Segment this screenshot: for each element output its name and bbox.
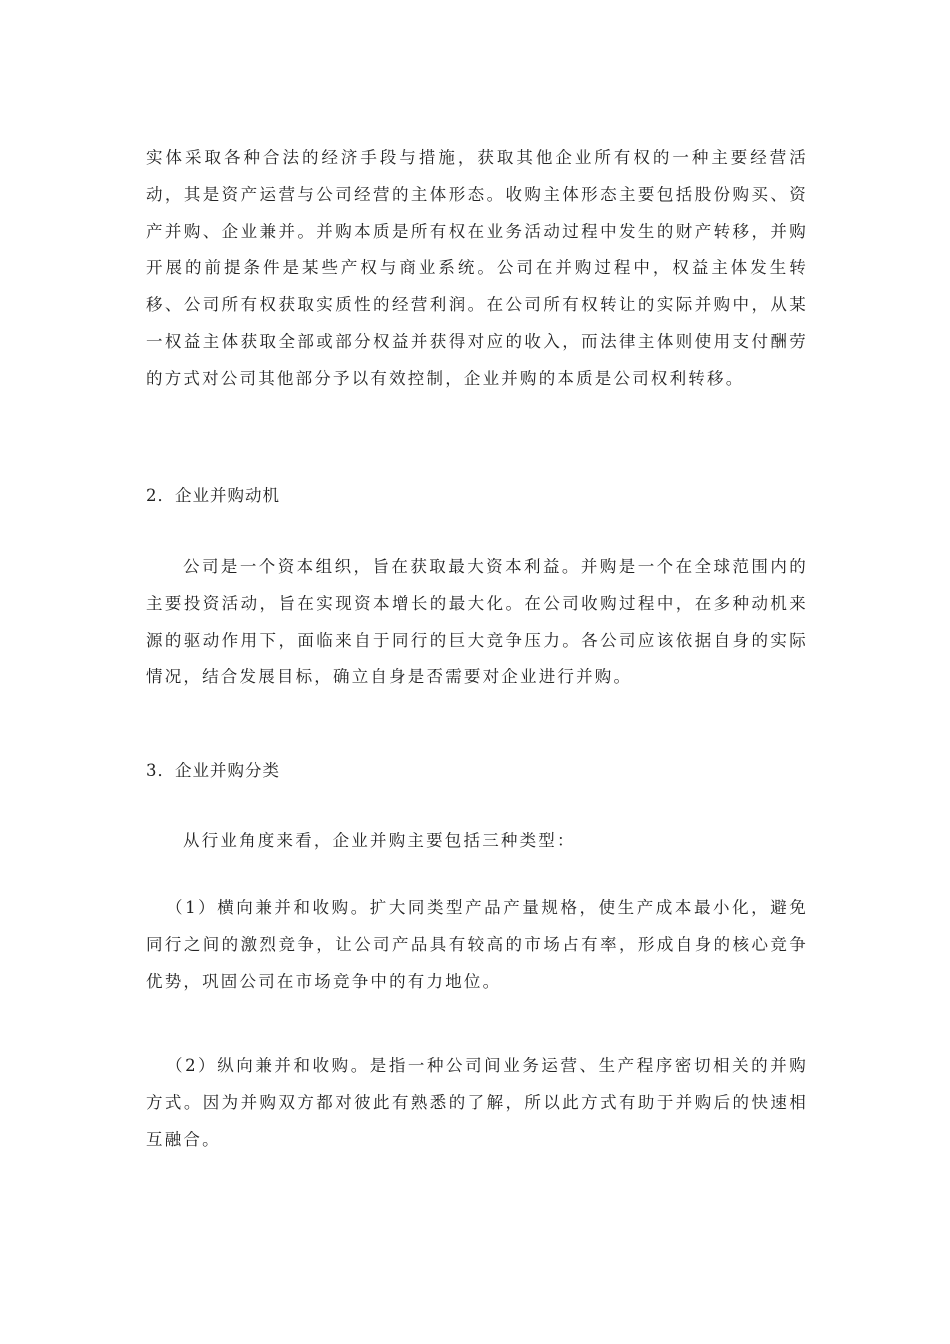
paragraph-vertical-merger: （2）纵向兼并和收购。是指一种公司间业务运营、生产程序密切相关的并购方式。因为并购双方都对彼此有熟悉的了解，所以此方式有助于并购后的快速相互融合。: [146, 1056, 808, 1149]
paragraph-merger-motives: 公司是一个资本组织，旨在获取最大资本利益。并购是一个在全球范围内的主要投资活动，旨在实现资本增长的最大化。在公司收购过程中，在多种动机来源的驱动作用下，面临来自于同行的巨大竞争压力。各公司应该依据自身的实际情况，结合发展目标，确立自身是否需要对企业进行并购。: [146, 557, 808, 687]
paragraph-classification-intro: 从行业角度来看，企业并购主要包括三种类型：: [183, 831, 576, 850]
heading-merger-motives: 2．企业并购动机: [146, 486, 280, 505]
paragraph-horizontal-merger: （1）横向兼并和收购。扩大同类型产品产量规格，使生产成本最小化，避免同行之间的激烈竞争，让公司产品具有较高的市场占有率，形成自身的核心竞争优势，巩固公司在市场竞争中的有力地位。: [146, 898, 808, 991]
heading-merger-classification: 3．企业并购分类: [146, 761, 280, 780]
paragraph-merger-definition: 实体采取各种合法的经济手段与措施，获取其他企业所有权的一种主要经营活动，其是资产运营与公司经营的主体形态。收购主体形态主要包括股份购买、资产并购、企业兼并。并购本质是所有权在业务活动过程中发生的财产转移，并购开展的前提条件是某些产权与商业系统。公司在并购过程中，权益主体发生转移、公司所有权获取实质性的经营利润。在公司所有权转让的实际并购中，从某一权益主体获取全部或部分权益并获得对应的收入，而法律主体则使用支付酬劳的方式对公司其他部分予以有效控制，企业并购的本质是公司权利转移。: [146, 148, 808, 388]
